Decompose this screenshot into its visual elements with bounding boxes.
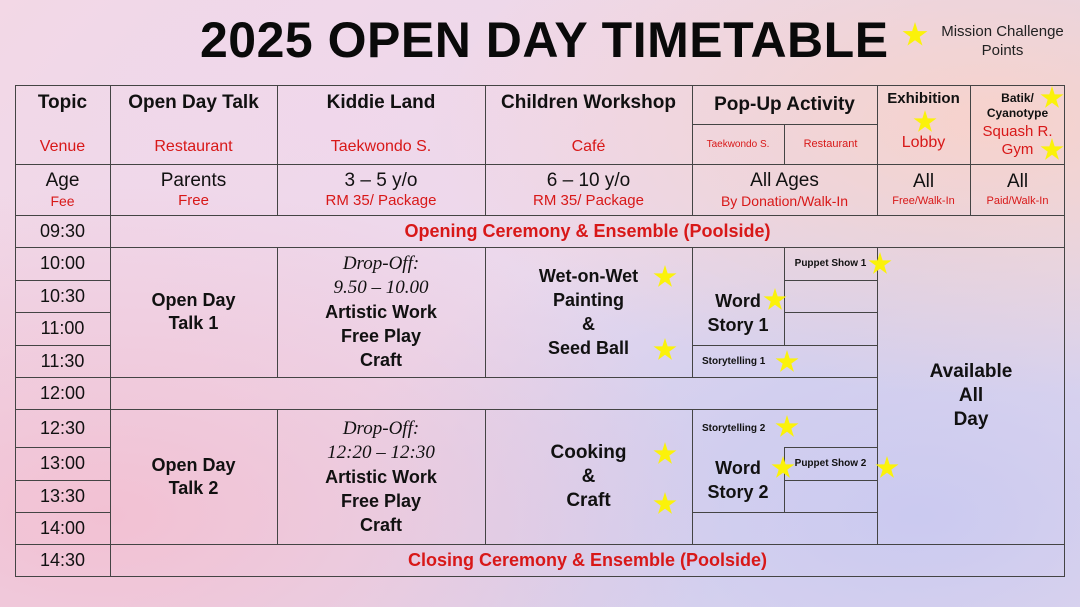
fee-label: Fee xyxy=(50,192,75,209)
age-value: All xyxy=(1006,170,1029,192)
dropoff-time: 12:20 – 12:30 xyxy=(327,441,435,463)
age-workshop xyxy=(485,164,692,215)
open-day-talk-2 xyxy=(110,409,277,544)
age-value: All xyxy=(912,170,935,192)
age-exhibition xyxy=(877,164,970,215)
workshop-line: Wet-on-Wet xyxy=(538,266,639,286)
word-story-line: Story 1 xyxy=(707,314,769,335)
fee-value: Free xyxy=(178,191,209,209)
dropoff-label: Drop-Off: xyxy=(342,417,420,439)
available-line: All xyxy=(958,384,984,406)
kiddie-land-session-1 xyxy=(277,247,485,377)
age-talk xyxy=(110,164,277,215)
time-slot: 09:30 xyxy=(39,220,86,241)
header-name: Open Day Talk xyxy=(128,92,259,113)
age-value: Parents xyxy=(160,169,227,191)
time-slot: 14:30 xyxy=(39,550,86,570)
talk-line: Talk 1 xyxy=(168,313,219,333)
age-value: 3 – 5 y/o xyxy=(344,169,418,191)
fee-value: RM 35/ Package xyxy=(533,191,644,209)
available-all-day xyxy=(877,247,1065,544)
header-venue-line2: Gym xyxy=(1001,141,1034,158)
time-slot: 11:30 xyxy=(40,350,85,371)
header-venue: Lobby xyxy=(901,134,946,151)
time-slot: 13:30 xyxy=(39,485,86,506)
header-name: Kiddie Land xyxy=(326,92,436,113)
popup-venue-b: Restaurant xyxy=(803,138,858,150)
storytelling-1 xyxy=(692,345,784,377)
opening-ceremony: Opening Ceremony & Ensemble (Poolside) xyxy=(404,220,771,241)
workshop-line: Craft xyxy=(566,489,611,511)
word-story-1 xyxy=(692,280,784,345)
word-story-line: Story 2 xyxy=(707,481,769,502)
age-fee-label xyxy=(15,164,110,215)
workshop-line: Cooking xyxy=(550,441,627,463)
star-icon xyxy=(902,22,928,48)
activity-line: Free Play xyxy=(340,490,422,511)
header-pop-up-activity xyxy=(692,85,877,124)
workshop-line: & xyxy=(582,314,595,334)
header-name-line2: Cyanotype xyxy=(986,106,1049,120)
venue-label: Venue xyxy=(39,138,86,155)
talk-line: Open Day xyxy=(151,290,236,310)
header-name: Children Workshop xyxy=(501,92,676,113)
age-kiddie xyxy=(277,164,485,215)
open-day-talk-1 xyxy=(110,247,277,377)
time-slot: 10:30 xyxy=(39,285,86,306)
header-kiddie-land xyxy=(277,85,485,164)
time-slot: 13:00 xyxy=(39,453,86,473)
dropoff-time: 9.50 – 10.00 xyxy=(333,277,429,298)
workshop-line: Seed Ball xyxy=(547,338,630,358)
activity-line: Artistic Work xyxy=(325,302,437,322)
puppet-show-label: Puppet Show 1 xyxy=(794,258,867,269)
age-batik xyxy=(970,164,1065,215)
word-story-line: Word xyxy=(715,457,761,478)
fee-value: Paid/Walk-In xyxy=(986,194,1049,207)
word-story-line: Word xyxy=(715,290,761,311)
time-slot: 14:00 xyxy=(39,517,86,538)
activity-line: Craft xyxy=(359,514,402,535)
header-children-workshop xyxy=(485,85,692,164)
closing-ceremony: Closing Ceremony & Ensemble (Poolside) xyxy=(407,550,768,570)
activity-line: Free Play xyxy=(340,326,422,346)
activity-line: Craft xyxy=(359,350,402,370)
fee-value: Free/Walk-In xyxy=(892,194,955,207)
page-title: 2025 OPEN DAY TIMETABLE xyxy=(200,12,889,68)
header-venue: Restaurant xyxy=(154,138,233,155)
star-icon xyxy=(1040,138,1064,162)
header-batik-cyanotype xyxy=(970,85,1065,164)
time-slot: 10:00 xyxy=(39,253,86,273)
storytelling-2 xyxy=(692,409,784,447)
header-venue: Taekwondo S. xyxy=(330,138,432,155)
storytelling-label: Storytelling 1 xyxy=(702,355,766,367)
header-exhibition xyxy=(877,85,970,164)
available-line: Available xyxy=(929,360,1013,382)
dropoff-label: Drop-Off: xyxy=(342,253,420,274)
header-name: Pop-Up Activity xyxy=(714,93,855,115)
age-popup xyxy=(692,164,877,215)
popup-venue-a: Taekwondo S. xyxy=(706,138,770,150)
kiddie-land-session-2 xyxy=(277,409,485,544)
header-open-day-talk xyxy=(110,85,277,164)
header-name: Exhibition xyxy=(887,90,960,107)
age-value: All Ages xyxy=(750,169,819,191)
puppet-show-1 xyxy=(784,247,877,280)
available-line: Day xyxy=(953,408,989,430)
activity-line: Artistic Work xyxy=(325,466,437,487)
legend-label: Mission Challenge Points xyxy=(941,23,1064,59)
header-venue: Café xyxy=(571,138,606,155)
legend xyxy=(900,20,1075,64)
word-story-2 xyxy=(692,447,784,512)
time-slot: 12:00 xyxy=(39,382,86,403)
workshop-session-2 xyxy=(485,409,692,544)
storytelling-label: Storytelling 2 xyxy=(702,422,766,434)
talk-line: Open Day xyxy=(151,454,236,475)
header-name-line1: Batik/ xyxy=(1001,91,1034,105)
timetable xyxy=(15,85,1065,577)
header-topic xyxy=(15,85,110,164)
puppet-show-label: Puppet Show 2 xyxy=(794,458,867,469)
header-venue-line1: Squash R. xyxy=(982,123,1053,140)
age-value: 6 – 10 y/o xyxy=(546,169,631,191)
time-slot: 12:30 xyxy=(39,417,86,438)
fee-value: RM 35/ Package xyxy=(325,191,437,209)
workshop-line: & xyxy=(581,465,596,487)
fee-value: By Donation/Walk-In xyxy=(720,192,849,209)
star-icon xyxy=(913,110,937,134)
puppet-show-2 xyxy=(784,447,877,480)
workshop-line: Painting xyxy=(553,290,624,310)
talk-line: Talk 2 xyxy=(168,477,219,498)
topic-label: Topic xyxy=(37,92,88,113)
age-label: Age xyxy=(45,169,80,191)
time-slot: 11:00 xyxy=(40,318,85,338)
